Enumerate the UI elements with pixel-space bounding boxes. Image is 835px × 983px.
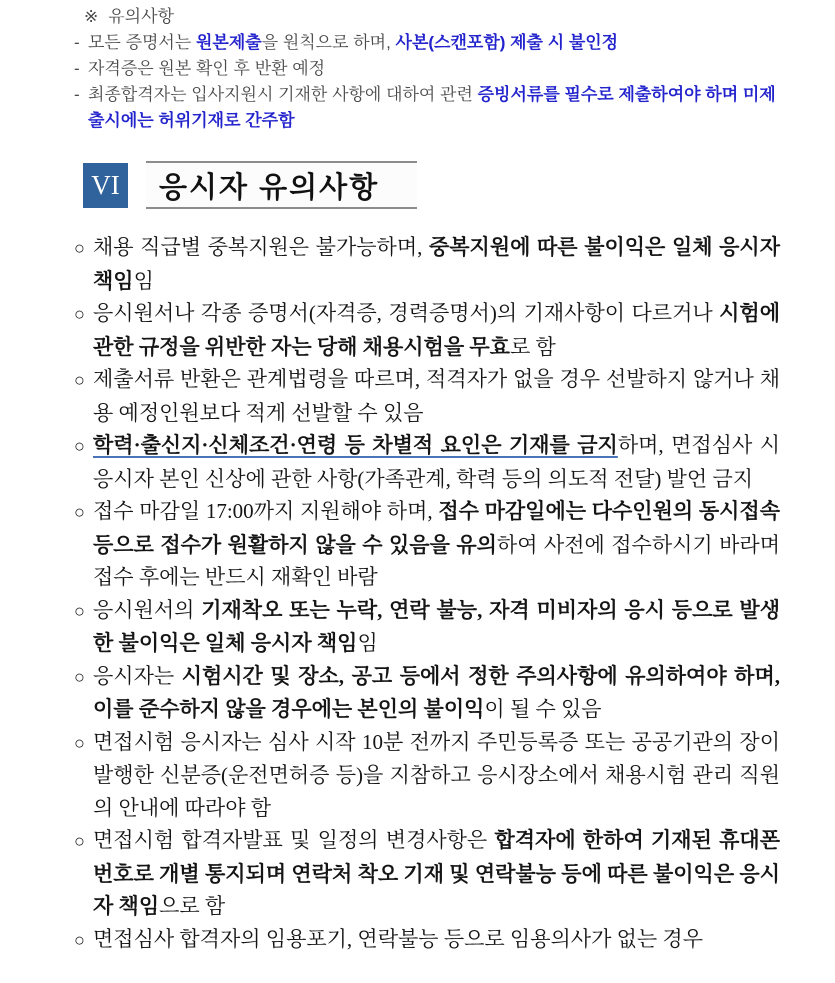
circle-bullet-marker: ○ (74, 304, 85, 324)
circle-bullet-marker: ○ (74, 732, 85, 753)
text-segment: 시험에 관한 규정을 위반한 자는 당해 채용시험을 무효 (93, 301, 780, 359)
text-segment: 접수 마감일에는 다수인원의 동시접속 등으로 접수가 원활하지 않을 수 있음을 유의 (93, 499, 780, 557)
bullet-item (74, 363, 780, 429)
text-segment: 학력·출신지·신체조건·연령 등 차별적 요인은 기재를 금지 (93, 433, 618, 457)
text-segment: 사본(스캔포함) 제출 시 불인정 (395, 33, 619, 52)
dash-marker: - (74, 59, 80, 78)
bullet-item (74, 231, 780, 297)
reference-mark: ※ (84, 7, 99, 26)
text-segment: 응시자는 (93, 663, 182, 688)
circle-bullet-marker: ○ (74, 502, 85, 522)
text-segment: 하며, 면접심사 시 응시자 본인 신상에 관한 사항(가족관계, 학력 등의 의도적 전달) 발언 금지 (93, 433, 780, 491)
text-segment: 자격증은 원본 확인 후 반환 예정 (88, 59, 326, 78)
text-segment: 접수 마감일 17:00까지 지원해야 하며, (93, 499, 439, 523)
bullet-item (74, 495, 780, 594)
bullet-item (74, 297, 780, 363)
note-item (74, 56, 780, 82)
text-segment: 임 (133, 268, 154, 293)
note-item (74, 82, 780, 134)
circle-bullet-marker: ○ (74, 666, 85, 687)
bullet-item (74, 726, 780, 825)
text-segment: 을 원칙으로 하며, (261, 33, 396, 52)
text-segment: 로 함 (509, 334, 556, 359)
notes-list (74, 30, 780, 134)
text-segment: 중복지원에 따른 불이익은 일체 응시자 책임 (93, 235, 780, 293)
text-segment: 응시원서나 각종 증명서(자격증, 경력증명서)의 기재사항이 다르거나 (93, 301, 720, 325)
text-segment: 모든 증명서는 (88, 33, 196, 52)
text-segment: 기재착오 또는 누락, 연락 불능, 자격 미비자의 응시 등으로 발생한 불이익은 일체 응시자 책임 (93, 597, 780, 655)
text-segment: 최종합격자는 입사지원시 기재한 사항에 대하여 관련 (88, 85, 478, 104)
circle-bullet-marker: ○ (74, 436, 85, 456)
circle-bullet-marker: ○ (74, 370, 85, 390)
text-segment: 원본제출 (195, 33, 262, 52)
dash-marker: - (74, 33, 80, 52)
bullet-item (74, 660, 780, 726)
text-segment: 제출서류 반환은 관계법령을 따르며, 적격자가 없을 경우 선발하지 않거나 채용 예정인원보다 적게 선발할 수 있음 (93, 367, 780, 425)
circle-bullet-marker: ○ (74, 238, 85, 258)
text-segment: 증빙서류를 필수로 제출하여야 하며 미제출시에는 허위기재로 간주함 (88, 85, 776, 130)
bullet-item (74, 429, 780, 495)
notes-title-text: 유의사항 (108, 7, 174, 26)
text-segment: 하여 사전에 접수하시기 바라며 접수 후에는 반드시 재확인 바람 (93, 532, 780, 589)
text-segment: 합격자에 한하여 기재된 휴대폰 번호로 개별 통지되며 연락처 착오 기재 및 연락불능 등에 따른 불이익은 응시자 책임 (93, 828, 780, 918)
circle-bullet-marker: ○ (74, 600, 85, 621)
bullet-item (74, 923, 780, 957)
dash-marker: - (74, 85, 80, 104)
circle-bullet-marker: ○ (74, 929, 85, 950)
section-title: 응시자 유의사항 (146, 161, 417, 209)
text-segment: 임 (357, 631, 378, 655)
text-segment: 으로 함 (159, 894, 226, 918)
bullet-item (74, 594, 780, 660)
top-notes (74, 4, 780, 134)
bullet-list (74, 231, 780, 956)
text-segment: 시험시간 및 장소, 공고 등에서 정한 주의사항에 유의하여야 하며, 이를 준수하지 않을 경우에는 본인의 불이익 (93, 663, 780, 721)
bullet-item (74, 824, 780, 923)
section-number-badge: VI (83, 163, 128, 208)
text-segment: 면접시험 합격자발표 및 일정의 변경사항은 (93, 828, 495, 852)
text-segment: 면접시험 응시자는 심사 시작 10분 전까지 주민등록증 또는 공공기관의 장이 발행한 신분증(운전면허증 등)을 지참하고 응시장소에서 채용시험 관리 직원의 안내에 따라야 함 (93, 729, 780, 820)
text-segment: 이 될 수 있음 (484, 697, 602, 721)
circle-bullet-marker: ○ (74, 831, 85, 851)
text-segment: 응시원서의 (93, 597, 202, 622)
note-item (74, 30, 780, 56)
text-segment: 면접심사 합격자의 임용포기, 연락불능 등으로 임용의사가 없는 경우 (93, 926, 704, 951)
text-segment: 채용 직급별 중복지원은 불가능하며, (93, 235, 429, 259)
section-header (83, 161, 780, 209)
notes-title (84, 4, 780, 30)
